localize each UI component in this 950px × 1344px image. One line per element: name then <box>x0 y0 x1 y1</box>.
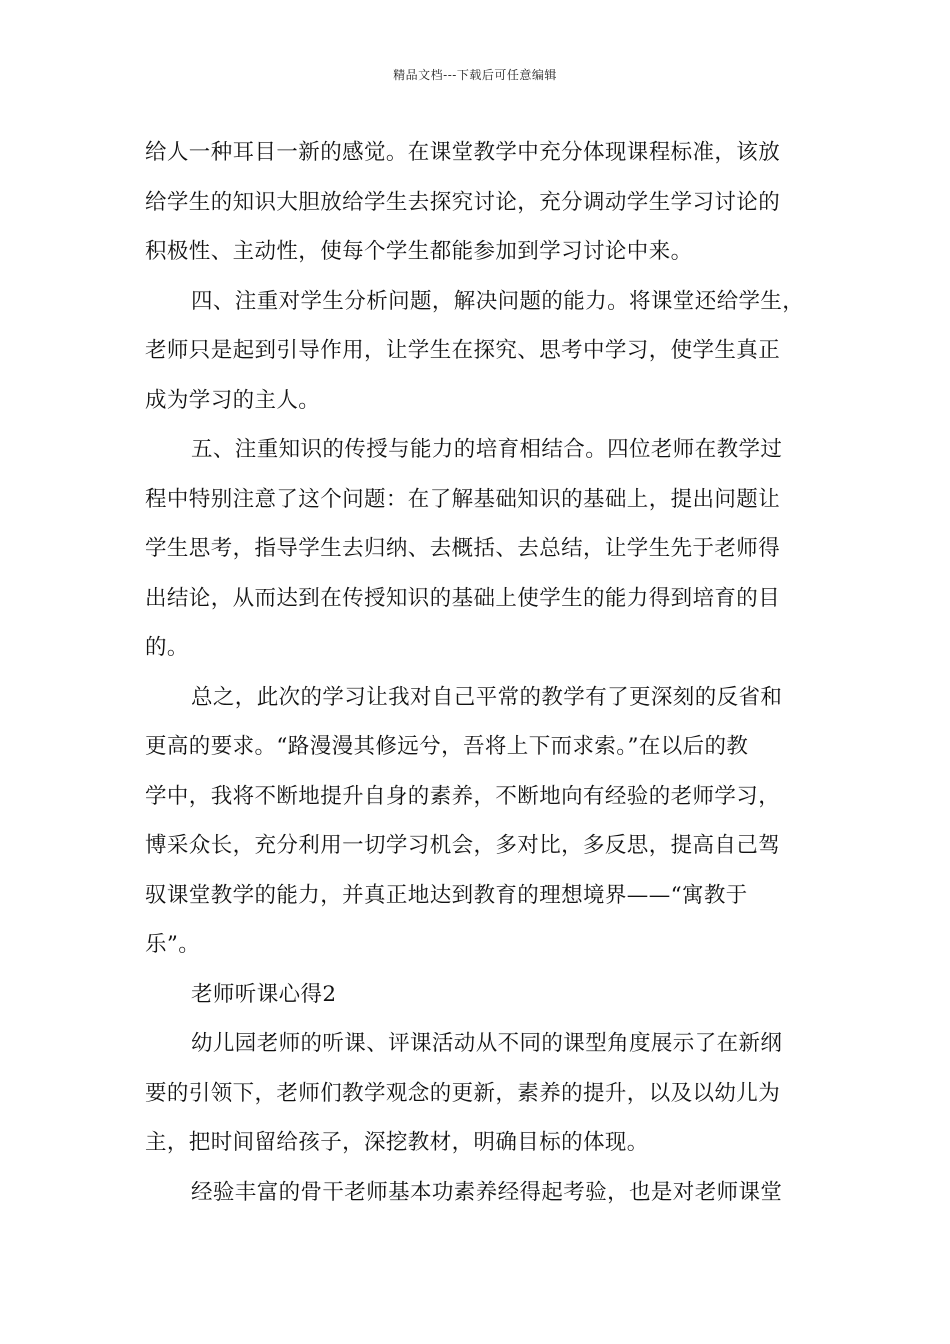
paragraph-first-line: 五、注重知识的传授与能力的培育相结合。四位老师在教学过 <box>191 437 783 462</box>
text-line: 程中特别注意了这个问题：在了解基础知识的基础上，提出问题让 <box>145 486 781 512</box>
text-line: 学中，我将不断地提升自身的素养，不断地向有经验的老师学习， <box>145 783 781 809</box>
text-line: 的。 <box>145 635 189 660</box>
text-line: 老师只是起到引导作用，让学生在探究、思考中学习，使学生真正 <box>145 338 781 363</box>
text-line: 积极性、主动性，使每个学生都能参加到学习讨论中来。 <box>145 239 693 264</box>
text-line: 驭课堂教学的能力，并真正地达到教育的理想境界——“寓教于 <box>145 882 748 908</box>
text-line: 要的引领下，老师们教学观念的更新，素养的提升，以及以幼儿为 <box>145 1080 781 1106</box>
paragraph-first-line: 四、注重对学生分析问题，解决问题的能力。将课堂还给学生， <box>191 288 805 314</box>
text-line: 给学生的知识大胆放给学生去探究讨论，充分调动学生学习讨论的 <box>145 189 781 215</box>
document-body <box>145 128 835 1217</box>
text-line: 主，把时间留给孩子，深挖教材，明确目标的体现。 <box>145 1130 649 1155</box>
text-line: 博采众长，充分利用一切学习机会，多对比，多反思，提高自己驾 <box>145 833 781 858</box>
text-line: 出结论，从而达到在传授知识的基础上使学生的能力得到培育的目 <box>145 585 781 611</box>
text-line: 更高的要求。“路漫漫其修远兮，吾将上下而求索。”在以后的教 <box>145 734 749 759</box>
paragraph-first-line: 总之，此次的学习让我对自己平常的教学有了更深刻的反省和 <box>191 684 783 710</box>
text-line: 给人一种耳目一新的感觉。在课堂教学中充分体现课程标准，该放 <box>145 140 781 165</box>
paragraph-first-line: 幼儿园老师的听课、评课活动从不同的课型角度展示了在新纲 <box>191 1031 783 1056</box>
text-line: 成为学习的主人。 <box>145 387 321 413</box>
section-heading: 老师听课心得2 <box>191 981 337 1007</box>
text-line: 学生思考，指导学生去归纳、去概括、去总结，让学生先于老师得 <box>145 536 781 561</box>
page-header: 精品文档---下载后可任意编辑 <box>393 68 557 82</box>
paragraph-first-line: 经验丰富的骨干老师基本功素养经得起考验，也是对老师课堂 <box>191 1179 783 1205</box>
text-line: 乐”。 <box>145 932 201 957</box>
